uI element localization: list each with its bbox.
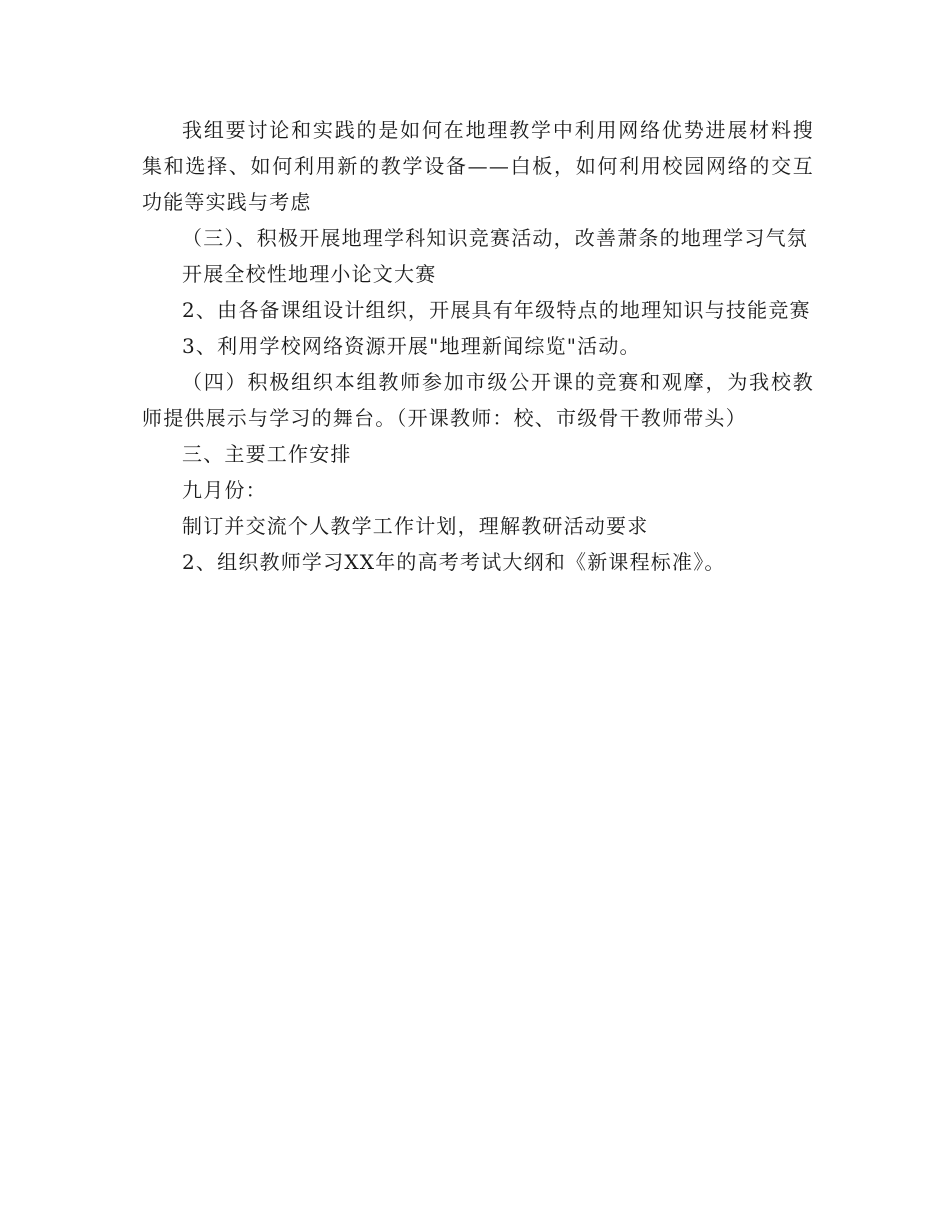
paragraph-teaching-plan: 制订并交流个人教学工作计划，理解教研活动要求 [182, 514, 649, 538]
paragraph-geography-news: 3、利用学校网络资源开展"地理新闻综览"活动。 [182, 334, 641, 358]
paragraph-essay-contest: 开展全校性地理小论文大赛 [182, 262, 437, 286]
document-body [142, 112, 814, 580]
paragraph-exam-outline: 2、组织教师学习XX年的高考考试大纲和《新课程标准》。 [182, 550, 726, 574]
section-heading-work-arrangement: 三、主要工作安排 [182, 442, 352, 466]
paragraph-open-class: （四）积极组织本组教师参加市级公开课的竞赛和观摩，为我校教师提供展示与学习的舞台。（开课教师：校、市级骨干教师带头） [142, 370, 814, 430]
paragraph-grade-competition: 2、由各备课组设计组织，开展具有年级特点的地理知识与技能竞赛 [182, 298, 811, 322]
paragraph-network-teaching: 我组要讨论和实践的是如何在地理教学中利用网络优势进展材料搜集和选择、如何利用新的教学设备——白板，如何利用校园网络的交互功能等实践与考虑 [142, 118, 814, 214]
paragraph-competition-activities: （三）、积极开展地理学科知识竞赛活动，改善萧条的地理学习气氛 [182, 226, 808, 250]
month-heading-september: 九月份： [182, 478, 267, 502]
